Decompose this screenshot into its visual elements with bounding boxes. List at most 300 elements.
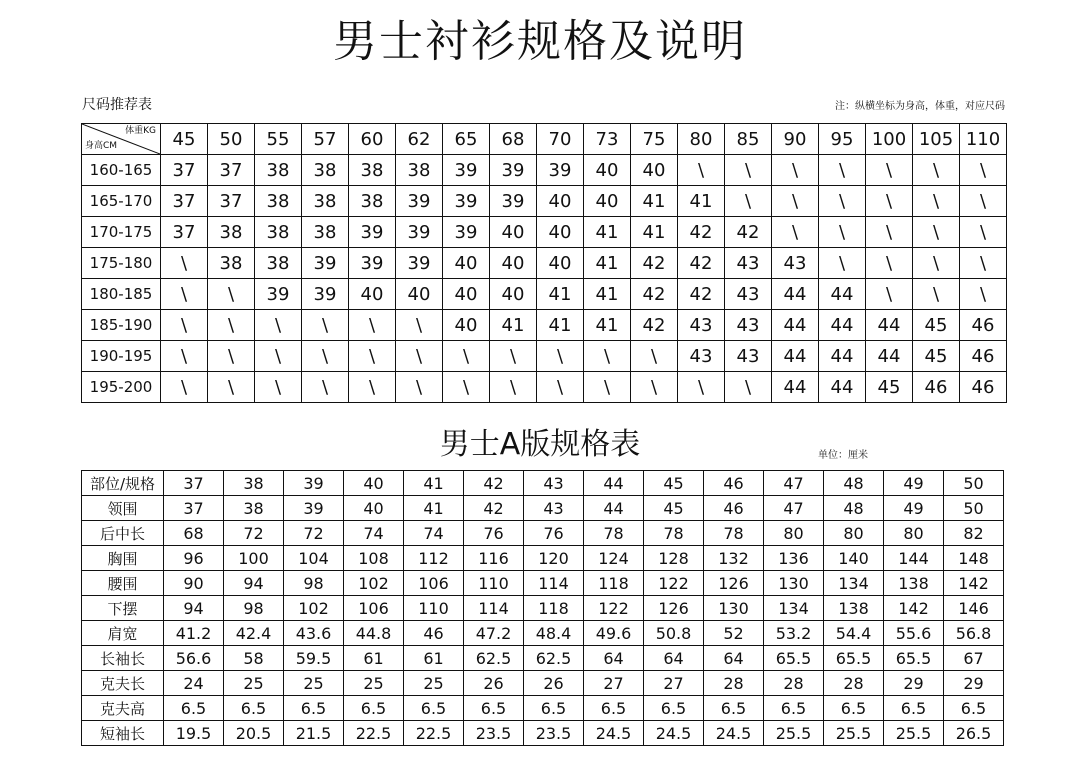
measurement-value-cell: 94 [224,571,284,596]
size-cell: \ [725,372,772,403]
unit-note: 单位：厘米 [818,450,868,461]
size-cell: 43 [725,341,772,372]
measurement-value-cell: 44.8 [344,621,404,646]
weight-header-cell: 80 [678,124,725,155]
measurement-value-cell: 43.6 [284,621,344,646]
size-cell: \ [208,372,255,403]
size-cell: 39 [396,217,443,248]
size-cell: 41 [631,186,678,217]
size-cell: 40 [396,279,443,310]
measurement-value-cell: 130 [704,596,764,621]
size-cell: 38 [302,217,349,248]
size-cell: 42 [631,310,678,341]
measurement-value-cell: 126 [644,596,704,621]
size-cell: \ [490,372,537,403]
spec-table-row [82,721,1004,746]
spec-table-row [82,621,1004,646]
measurement-value-cell: 29 [944,671,1004,696]
weight-header-cell: 90 [772,124,819,155]
size-cell: 39 [537,155,584,186]
size-cell: 38 [302,186,349,217]
weight-header-cell: 100 [866,124,913,155]
measurement-value-cell: 24.5 [584,721,644,746]
size-table-row [82,248,1007,279]
measurement-value-cell: 56.8 [944,621,1004,646]
measurement-value-cell: 80 [884,521,944,546]
size-cell: 38 [208,248,255,279]
size-cell: 40 [349,279,396,310]
measurement-value-cell: 136 [764,546,824,571]
measurement-value-cell: 98 [224,596,284,621]
measurement-value-cell: 104 [284,546,344,571]
size-cell: 37 [161,186,208,217]
measurement-value-cell: 6.5 [164,696,224,721]
size-cell: \ [678,155,725,186]
size-cell: 39 [490,186,537,217]
measurement-value-cell: 6.5 [284,696,344,721]
size-cell: 40 [584,155,631,186]
measurement-value-cell: 122 [644,571,704,596]
measurement-value-cell: 80 [764,521,824,546]
measurement-value-cell: 27 [644,671,704,696]
size-cell: 38 [349,155,396,186]
size-cell: \ [866,279,913,310]
size-table-row [82,372,1007,403]
size-cell: 39 [302,279,349,310]
page-title: 男士衬衫规格及说明 [333,16,747,67]
measurement-value-cell: 22.5 [344,721,404,746]
spec-size-header-cell: 42 [464,471,524,496]
size-cell: \ [866,186,913,217]
measurement-value-cell: 26.5 [944,721,1004,746]
measurement-value-cell: 25.5 [824,721,884,746]
size-cell: 37 [208,155,255,186]
size-cell: \ [819,217,866,248]
measurement-value-cell: 23.5 [524,721,584,746]
measurement-value-cell: 76 [464,521,524,546]
size-cell: \ [584,341,631,372]
weight-header-cell: 57 [302,124,349,155]
measurement-value-cell: 59.5 [284,646,344,671]
measurement-value-cell: 45 [644,496,704,521]
size-cell: \ [819,155,866,186]
size-cell: 45 [913,341,960,372]
size-cell: 46 [913,372,960,403]
measurement-value-cell: 6.5 [704,696,764,721]
measurement-value-cell: 49.6 [584,621,644,646]
measurement-value-cell: 61 [344,646,404,671]
measurement-value-cell: 26 [464,671,524,696]
size-cell: 39 [490,155,537,186]
height-range-cell: 185-190 [82,310,161,341]
size-table-header-row [82,124,1007,155]
size-cell: \ [631,341,678,372]
size-cell: 45 [913,310,960,341]
measurement-name-cell: 胸围 [82,546,164,571]
measurement-value-cell: 94 [164,596,224,621]
measurement-value-cell: 106 [344,596,404,621]
size-cell: 42 [678,217,725,248]
size-cell: \ [255,310,302,341]
size-cell: 44 [772,279,819,310]
measurement-value-cell: 65.5 [824,646,884,671]
measurement-value-cell: 55.6 [884,621,944,646]
size-cell: \ [396,310,443,341]
spec-table-row [82,696,1004,721]
measurement-value-cell: 48 [824,496,884,521]
size-cell: 46 [960,310,1007,341]
measurement-value-cell: 61 [404,646,464,671]
size-cell: \ [537,341,584,372]
measurement-value-cell: 134 [824,571,884,596]
measurement-value-cell: 144 [884,546,944,571]
size-cell: \ [772,186,819,217]
measurement-value-cell: 80 [824,521,884,546]
spec-size-header-cell: 39 [284,471,344,496]
size-cell: 40 [537,186,584,217]
size-cell: 45 [866,372,913,403]
size-cell: 46 [960,341,1007,372]
size-cell: 41 [490,310,537,341]
size-cell: 39 [255,279,302,310]
measurement-value-cell: 120 [524,546,584,571]
size-cell: 46 [960,372,1007,403]
size-cell: \ [255,372,302,403]
size-cell: 41 [584,310,631,341]
size-cell: 44 [772,310,819,341]
measurement-name-cell: 肩宽 [82,621,164,646]
size-cell: \ [866,248,913,279]
height-range-cell: 170-175 [82,217,161,248]
spec-table-row [82,521,1004,546]
height-range-cell: 160-165 [82,155,161,186]
size-cell: 43 [725,310,772,341]
measurement-value-cell: 102 [344,571,404,596]
size-table-row [82,217,1007,248]
measurement-value-cell: 25.5 [884,721,944,746]
measurement-value-cell: 100 [224,546,284,571]
measurement-value-cell: 50 [944,496,1004,521]
measurement-value-cell: 64 [704,646,764,671]
measurement-name-cell: 克夫长 [82,671,164,696]
weight-header-cell: 65 [443,124,490,155]
spec-table-row [82,546,1004,571]
measurement-value-cell: 24 [164,671,224,696]
spec-size-header-cell: 43 [524,471,584,496]
measurement-value-cell: 43 [524,496,584,521]
size-cell: 44 [819,310,866,341]
measurement-value-cell: 53.2 [764,621,824,646]
size-cell: \ [349,341,396,372]
measurement-value-cell: 74 [404,521,464,546]
size-cell: 44 [866,341,913,372]
size-cell: \ [349,372,396,403]
size-cell: \ [255,341,302,372]
size-cell: \ [302,310,349,341]
measurement-value-cell: 6.5 [944,696,1004,721]
measurement-value-cell: 42 [464,496,524,521]
spec-table-row [82,671,1004,696]
size-cell: \ [819,186,866,217]
measurement-value-cell: 102 [284,596,344,621]
size-cell: 44 [819,372,866,403]
measurement-value-cell: 46 [404,621,464,646]
measurement-value-cell: 25 [224,671,284,696]
corner-weight-label: 体重KG [125,126,156,136]
size-cell: \ [161,279,208,310]
measurement-value-cell: 138 [824,596,884,621]
measurement-value-cell: 67 [944,646,1004,671]
measurement-value-cell: 78 [584,521,644,546]
size-cell: 41 [537,310,584,341]
measurement-value-cell: 6.5 [764,696,824,721]
size-table-row [82,155,1007,186]
measurement-value-cell: 132 [704,546,764,571]
measurement-value-cell: 110 [464,571,524,596]
size-cell: 38 [255,155,302,186]
measurement-value-cell: 142 [944,571,1004,596]
size-cell: \ [913,217,960,248]
measurement-value-cell: 138 [884,571,944,596]
size-cell: 39 [396,248,443,279]
size-cell: \ [913,155,960,186]
height-range-cell: 195-200 [82,372,161,403]
spec-size-header-cell: 45 [644,471,704,496]
measurement-value-cell: 72 [224,521,284,546]
corner-height-label: 身高CM [85,141,118,151]
corner-cell [82,124,161,155]
size-cell: 42 [631,248,678,279]
size-cell: 41 [584,248,631,279]
weight-header-cell: 55 [255,124,302,155]
size-cell: 44 [772,341,819,372]
weight-header-cell: 75 [631,124,678,155]
size-cell: 43 [678,341,725,372]
weight-header-cell: 50 [208,124,255,155]
measurement-value-cell: 62.5 [464,646,524,671]
spec-size-header-cell: 47 [764,471,824,496]
size-cell: 42 [678,279,725,310]
measurement-value-cell: 98 [284,571,344,596]
measurement-value-cell: 78 [644,521,704,546]
size-cell: 43 [725,279,772,310]
size-cell: \ [772,155,819,186]
measurement-value-cell: 68 [164,521,224,546]
measurement-value-cell: 20.5 [224,721,284,746]
measurement-value-cell: 52 [704,621,764,646]
size-cell: 44 [866,310,913,341]
height-range-cell: 175-180 [82,248,161,279]
spec-table-title: 男士A版规格表 [439,427,641,462]
measurement-value-cell: 54.4 [824,621,884,646]
size-cell: 43 [678,310,725,341]
size-cell: \ [913,279,960,310]
size-cell: 39 [349,217,396,248]
size-cell: \ [161,310,208,341]
measurement-value-cell: 39 [284,496,344,521]
weight-header-cell: 73 [584,124,631,155]
measurement-value-cell: 6.5 [404,696,464,721]
spec-header-cell: 部位/规格 [82,471,164,496]
measurement-value-cell: 26 [524,671,584,696]
measurement-value-cell: 25 [284,671,344,696]
size-cell: \ [725,155,772,186]
size-cell: 43 [772,248,819,279]
size-cell: 40 [537,217,584,248]
measurement-value-cell: 72 [284,521,344,546]
spec-size-header-cell: 41 [404,471,464,496]
size-cell: 42 [631,279,678,310]
measurement-value-cell: 28 [704,671,764,696]
measurement-value-cell: 122 [584,596,644,621]
measurement-value-cell: 24.5 [704,721,764,746]
measurement-value-cell: 47 [764,496,824,521]
measurement-value-cell: 41 [404,496,464,521]
size-cell: \ [725,186,772,217]
size-cell: 37 [161,217,208,248]
size-cell: \ [208,310,255,341]
measurement-value-cell: 48.4 [524,621,584,646]
measurement-value-cell: 78 [704,521,764,546]
measurement-value-cell: 58 [224,646,284,671]
measurement-value-cell: 112 [404,546,464,571]
weight-header-cell: 110 [960,124,1007,155]
size-cell: 39 [443,155,490,186]
size-cell: \ [302,372,349,403]
measurement-value-cell: 114 [464,596,524,621]
size-cell: \ [960,248,1007,279]
size-cell: 40 [584,186,631,217]
measurement-value-cell: 108 [344,546,404,571]
measurement-name-cell: 领围 [82,496,164,521]
measurement-value-cell: 28 [764,671,824,696]
measurement-value-cell: 49 [884,496,944,521]
measurement-value-cell: 6.5 [224,696,284,721]
measurement-value-cell: 64 [584,646,644,671]
spec-size-header-cell: 48 [824,471,884,496]
measurement-value-cell: 62.5 [524,646,584,671]
size-cell: 40 [490,217,537,248]
measurement-value-cell: 6.5 [884,696,944,721]
measurement-value-cell: 6.5 [584,696,644,721]
measurement-value-cell: 50.8 [644,621,704,646]
size-cell: 43 [725,248,772,279]
size-table-row [82,341,1007,372]
measurement-value-cell: 21.5 [284,721,344,746]
size-cell: 40 [490,248,537,279]
measurement-name-cell: 后中长 [82,521,164,546]
measurement-value-cell: 134 [764,596,824,621]
measurement-value-cell: 56.6 [164,646,224,671]
spec-table-row [82,596,1004,621]
size-cell: 44 [772,372,819,403]
weight-header-cell: 70 [537,124,584,155]
size-cell: \ [349,310,396,341]
measurement-value-cell: 118 [584,571,644,596]
size-cell: 38 [302,155,349,186]
measurement-value-cell: 41.2 [164,621,224,646]
size-table-note: 注：纵横坐标为身高，体重，对应尺码 [835,101,1005,112]
measurement-value-cell: 44 [584,496,644,521]
size-table-row [82,186,1007,217]
size-cell: \ [913,248,960,279]
measurement-value-cell: 25.5 [764,721,824,746]
height-range-cell: 180-185 [82,279,161,310]
spec-size-header-cell: 37 [164,471,224,496]
measurement-value-cell: 114 [524,571,584,596]
weight-header-cell: 95 [819,124,866,155]
size-cell: \ [396,372,443,403]
measurement-value-cell: 29 [884,671,944,696]
size-cell: \ [208,279,255,310]
size-cell: 40 [443,279,490,310]
size-cell: 39 [443,217,490,248]
spec-table-row [82,646,1004,671]
weight-header-cell: 62 [396,124,443,155]
size-cell: \ [866,217,913,248]
size-cell: \ [208,341,255,372]
size-cell: 41 [678,186,725,217]
measurement-value-cell: 37 [164,496,224,521]
size-cell: 42 [678,248,725,279]
measurement-value-cell: 6.5 [464,696,524,721]
shirt-spec-table [81,470,1004,746]
measurement-value-cell: 140 [824,546,884,571]
size-table-row [82,310,1007,341]
spec-table-row [82,496,1004,521]
size-cell: 41 [584,279,631,310]
size-cell: \ [161,372,208,403]
measurement-value-cell: 23.5 [464,721,524,746]
weight-header-cell: 68 [490,124,537,155]
size-cell: \ [960,217,1007,248]
measurement-value-cell: 19.5 [164,721,224,746]
measurement-value-cell: 38 [224,496,284,521]
size-cell: 40 [443,310,490,341]
size-cell: \ [631,372,678,403]
size-cell: \ [960,186,1007,217]
spec-size-header-cell: 50 [944,471,1004,496]
measurement-value-cell: 110 [404,596,464,621]
measurement-value-cell: 27 [584,671,644,696]
size-recommendation-table [81,123,1007,403]
spec-table-row [82,571,1004,596]
weight-header-cell: 45 [161,124,208,155]
height-range-cell: 190-195 [82,341,161,372]
measurement-value-cell: 124 [584,546,644,571]
weight-header-cell: 105 [913,124,960,155]
measurement-value-cell: 42.4 [224,621,284,646]
size-cell: 39 [349,248,396,279]
measurement-value-cell: 6.5 [824,696,884,721]
measurement-value-cell: 24.5 [644,721,704,746]
measurement-name-cell: 克夫高 [82,696,164,721]
size-cell: 44 [819,279,866,310]
size-cell: 39 [396,186,443,217]
size-cell: 39 [443,186,490,217]
measurement-value-cell: 118 [524,596,584,621]
size-cell: \ [396,341,443,372]
measurement-value-cell: 130 [764,571,824,596]
measurement-value-cell: 25 [344,671,404,696]
spec-size-header-cell: 49 [884,471,944,496]
size-cell: \ [490,341,537,372]
size-cell: \ [960,279,1007,310]
size-cell: 37 [208,186,255,217]
size-cell: 40 [631,155,678,186]
size-cell: \ [161,341,208,372]
measurement-value-cell: 47.2 [464,621,524,646]
